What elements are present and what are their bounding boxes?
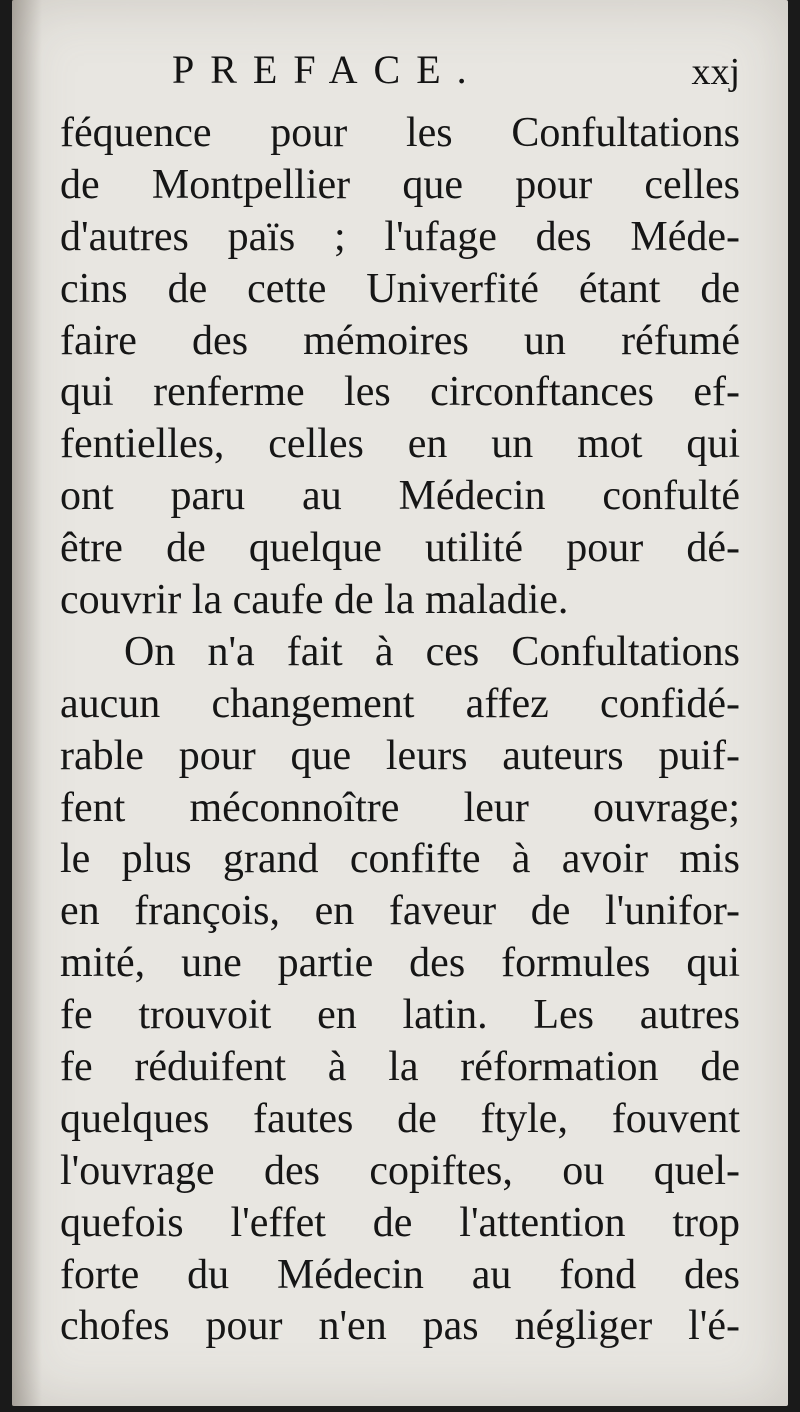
text-line: être de quelque utilité pour dé-	[60, 525, 740, 572]
text-line: On n'a fait à ces Confultations	[124, 628, 740, 675]
text-line: rable pour que leurs auteurs puif-	[60, 732, 740, 779]
text-line: fe trouvoit en latin. Les autres	[60, 992, 740, 1039]
text-line: fe réduifent à la réformation de	[60, 1044, 740, 1091]
text-line: mité, une partie des formules qui	[60, 940, 740, 987]
text-line: féquence pour les Confultations	[60, 110, 740, 156]
page-number: xxj	[691, 51, 740, 93]
running-title: PREFACE.	[172, 47, 483, 92]
text-line: faire des mémoires un réfumé	[60, 317, 740, 364]
text-line: ont paru au Médecin confulté	[60, 473, 740, 520]
text-line: en françois, en faveur de l'unifor-	[60, 888, 740, 935]
text-line: couvrir la caufe de la maladie.	[60, 577, 569, 624]
text-line: fent méconnoître leur ouvrage;	[60, 784, 740, 831]
text-line: chofes pour n'en pas négliger l'é-	[60, 1303, 740, 1350]
text-line: cins de cette Univerfité étant de	[60, 265, 740, 312]
text-line: qui renferme les circonftances ef-	[60, 369, 740, 416]
text-line: forte du Médecin au fond des	[60, 1251, 740, 1298]
text-line: l'ouvrage des copiftes, ou quel-	[60, 1147, 740, 1194]
page-spine-shadow	[12, 0, 42, 1406]
text-line: fentielles, celles en un mot qui	[60, 421, 740, 468]
book-page	[12, 0, 788, 1406]
text-line: aucun changement affez confidé-	[60, 680, 740, 727]
body-text	[60, 108, 740, 1353]
text-line: le plus grand confifte à avoir mis	[60, 836, 740, 883]
text-line: d'autres païs ; l'ufage des Méde-	[60, 213, 740, 260]
text-line: quelques fautes de ftyle, fouvent	[60, 1095, 740, 1142]
text-line: quefois l'effet de l'attention trop	[60, 1199, 740, 1246]
text-line: de Montpellier que pour celles	[60, 161, 740, 208]
page-header	[12, 46, 788, 106]
